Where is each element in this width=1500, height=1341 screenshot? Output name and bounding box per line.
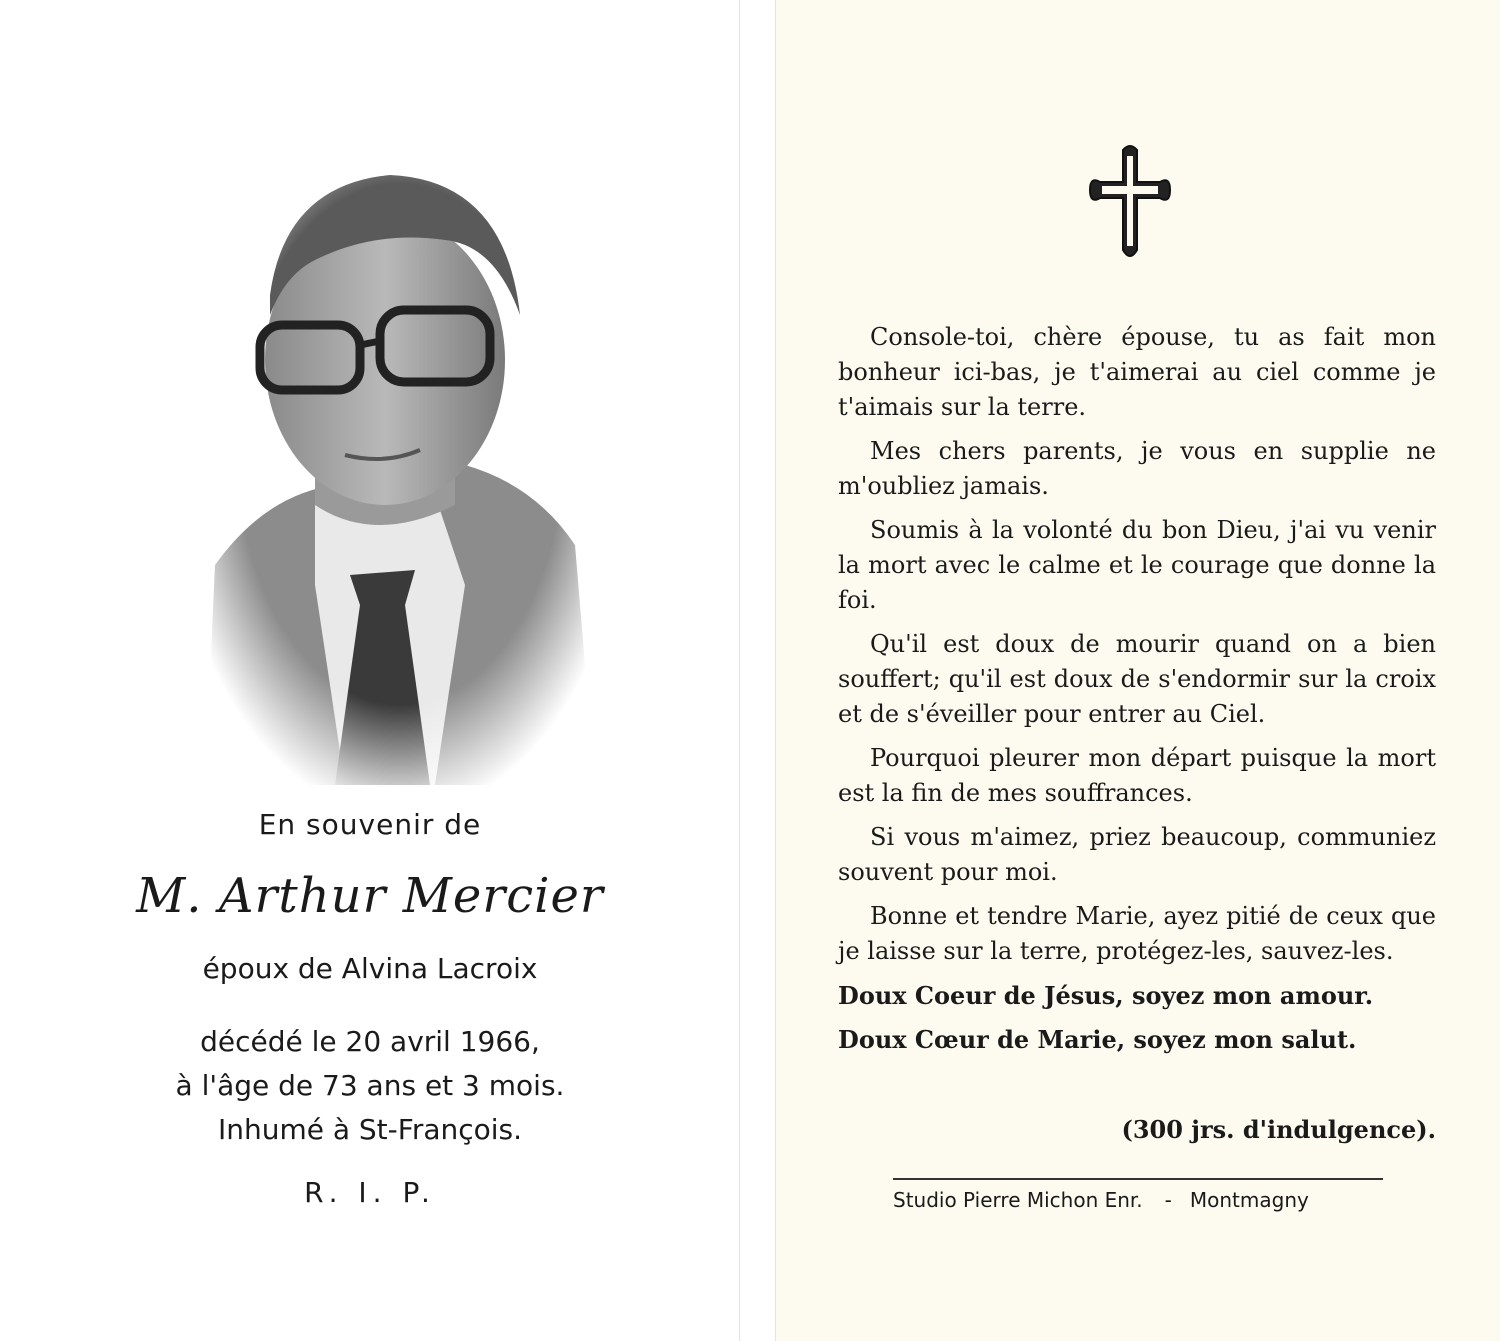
verse: Bonne et tendre Marie, ayez pitié de ceux que je laisse sur la terre, protégez-les, sauvez-les. [838,902,1436,965]
verse: Pourquoi pleurer mon départ puisque la mort est la fin de mes souffrances. [838,744,1436,807]
cross-icon [1088,142,1172,262]
verse: Soumis à la volonté du bon Dieu, j'ai vu venir la mort avec le calme et le courage que donne la foi. [838,516,1436,614]
studio-city: Montmagny [1189,1188,1309,1212]
burial-place: Inhumé à St-François. [217,1113,523,1146]
memorial-card-front [0,0,740,1341]
deceased-name: M. Arthur Mercier [136,868,604,924]
death-age: à l'âge de 73 ans et 3 mois. [175,1069,565,1102]
studio-separator: - [1164,1188,1172,1212]
prayer-verses [838,320,1436,1066]
spouse-line: époux de Alvina Lacroix [202,952,538,985]
studio-name: Studio Pierre Michon Enr. [893,1188,1143,1212]
verse: Qu'il est doux de mourir quand on a bien souffert; qu'il est doux de s'endormir sur la croix et de s'éveiller pour entrer au Ciel. [838,630,1436,728]
verse: Doux Cœur de Marie, soyez mon salut. [838,1025,1357,1054]
indulgence-note: (300 jrs. d'indulgence). [1121,1115,1436,1144]
verse: Doux Coeur de Jésus, soyez mon amour. [838,981,1374,1010]
death-date: décédé le 20 avril 1966, [200,1025,540,1058]
verse: Console-toi, chère épouse, tu as fait mon bonheur ici-bas, je t'aimerai au ciel comme je t'aimais sur la terre. [838,323,1436,421]
divider-line [893,1178,1383,1180]
memorial-heading: En souvenir de [258,808,482,841]
portrait-photo [205,165,595,785]
studio-credit [893,1188,1393,1212]
rip-text: R. I. P. [304,1176,436,1209]
verse: Mes chers parents, je vous en supplie ne m'oubliez jamais. [838,437,1436,500]
verse: Si vous m'aimez, priez beaucoup, communiez souvent pour moi. [838,823,1436,886]
death-details [0,1020,740,1152]
